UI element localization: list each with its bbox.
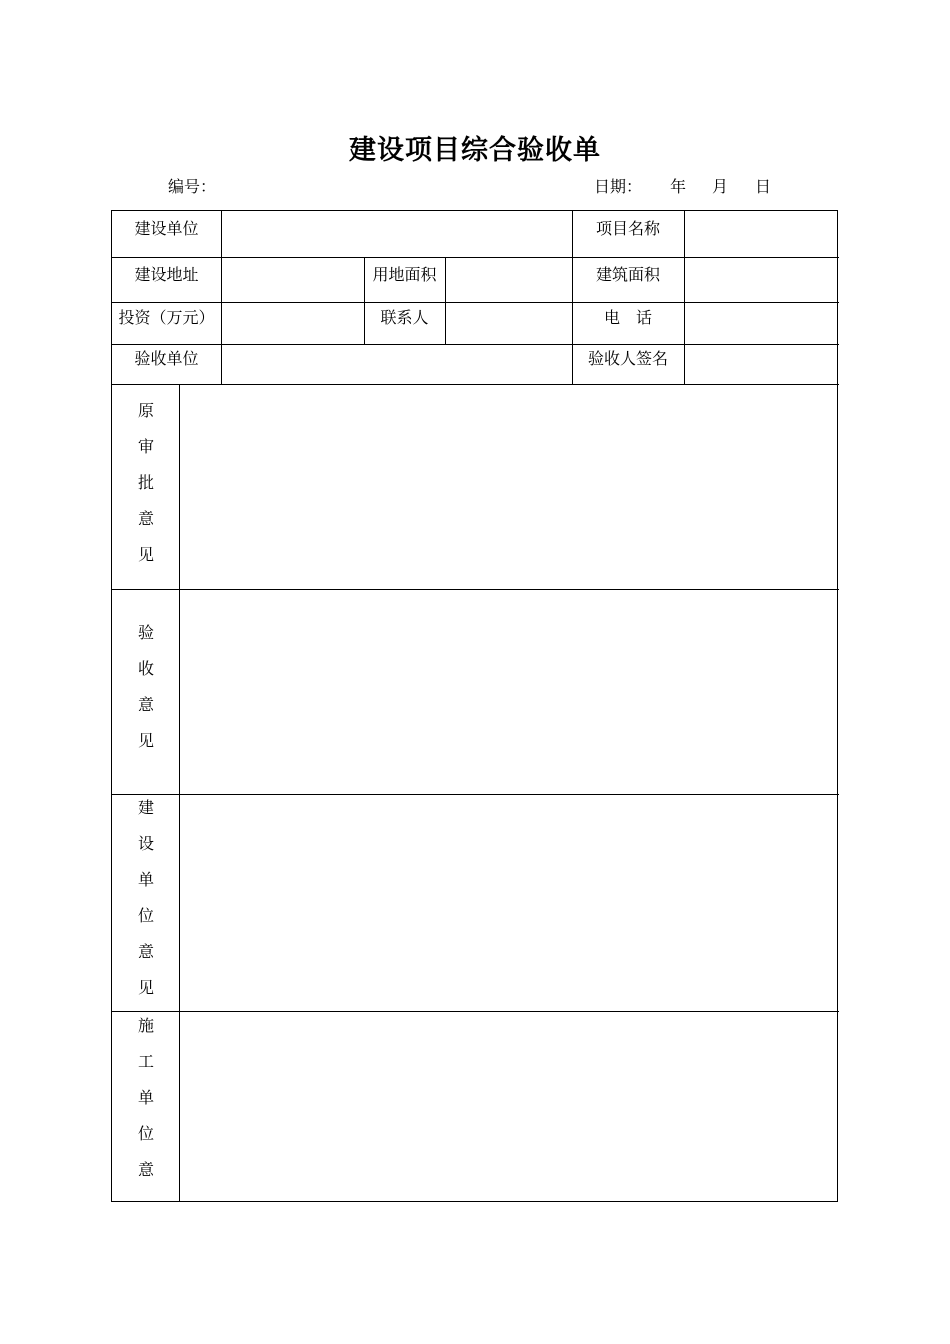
construction-unit-label: 建设单位 <box>134 219 199 238</box>
column-divider <box>445 257 446 344</box>
label-char: 位 <box>137 906 154 925</box>
construction-address-label: 建设地址 <box>134 265 199 284</box>
row-divider <box>112 384 839 385</box>
day-label: 日 <box>755 177 772 196</box>
label-char: 位 <box>137 1124 154 1143</box>
project-name-label: 项目名称 <box>595 219 660 238</box>
original-approval-opinion-label <box>112 401 180 581</box>
label-char: 设 <box>137 834 154 853</box>
label-char: 见 <box>137 978 154 997</box>
label-char: 批 <box>137 473 154 492</box>
date-label: 日期： <box>594 177 643 196</box>
label-char: 意 <box>137 942 154 961</box>
label-char: 收 <box>137 659 154 678</box>
label-char: 工 <box>137 1052 154 1071</box>
label-char: 原 <box>137 401 154 420</box>
column-divider <box>684 211 685 384</box>
label-char: 意 <box>137 1160 154 1179</box>
column-divider <box>221 211 222 384</box>
label-char: 审 <box>137 437 154 456</box>
label-char: 施 <box>137 1016 154 1035</box>
construction-unit-opinion-label <box>112 798 180 1014</box>
year-label: 年 <box>670 177 687 196</box>
label-char: 见 <box>137 731 154 750</box>
number-label: 编号： <box>168 177 217 196</box>
row-divider <box>112 1011 839 1012</box>
label-char: 见 <box>137 545 154 564</box>
contractor-opinion-label <box>112 1016 180 1196</box>
acceptance-form <box>111 210 838 1202</box>
acceptance-opinion-label <box>112 623 180 767</box>
building-area-label: 建筑面积 <box>595 265 660 284</box>
phone-label: 电 话 <box>603 308 652 327</box>
label-char: 单 <box>137 870 154 889</box>
label-char: 意 <box>137 509 154 528</box>
investment-label: 投资（万元） <box>118 308 215 327</box>
contact-label: 联系人 <box>380 308 429 327</box>
acceptor-signature-label: 验收人签名 <box>587 349 668 368</box>
label-char: 意 <box>137 695 154 714</box>
label-char: 验 <box>137 623 154 642</box>
label-char: 单 <box>137 1088 154 1107</box>
row-divider <box>112 794 839 795</box>
land-area-label: 用地面积 <box>372 265 437 284</box>
acceptance-unit-label: 验收单位 <box>134 349 199 368</box>
label-char: 建 <box>137 798 154 817</box>
row-divider <box>112 589 839 590</box>
form-title: 建设项目综合验收单 <box>349 135 601 166</box>
month-label: 月 <box>712 177 729 196</box>
